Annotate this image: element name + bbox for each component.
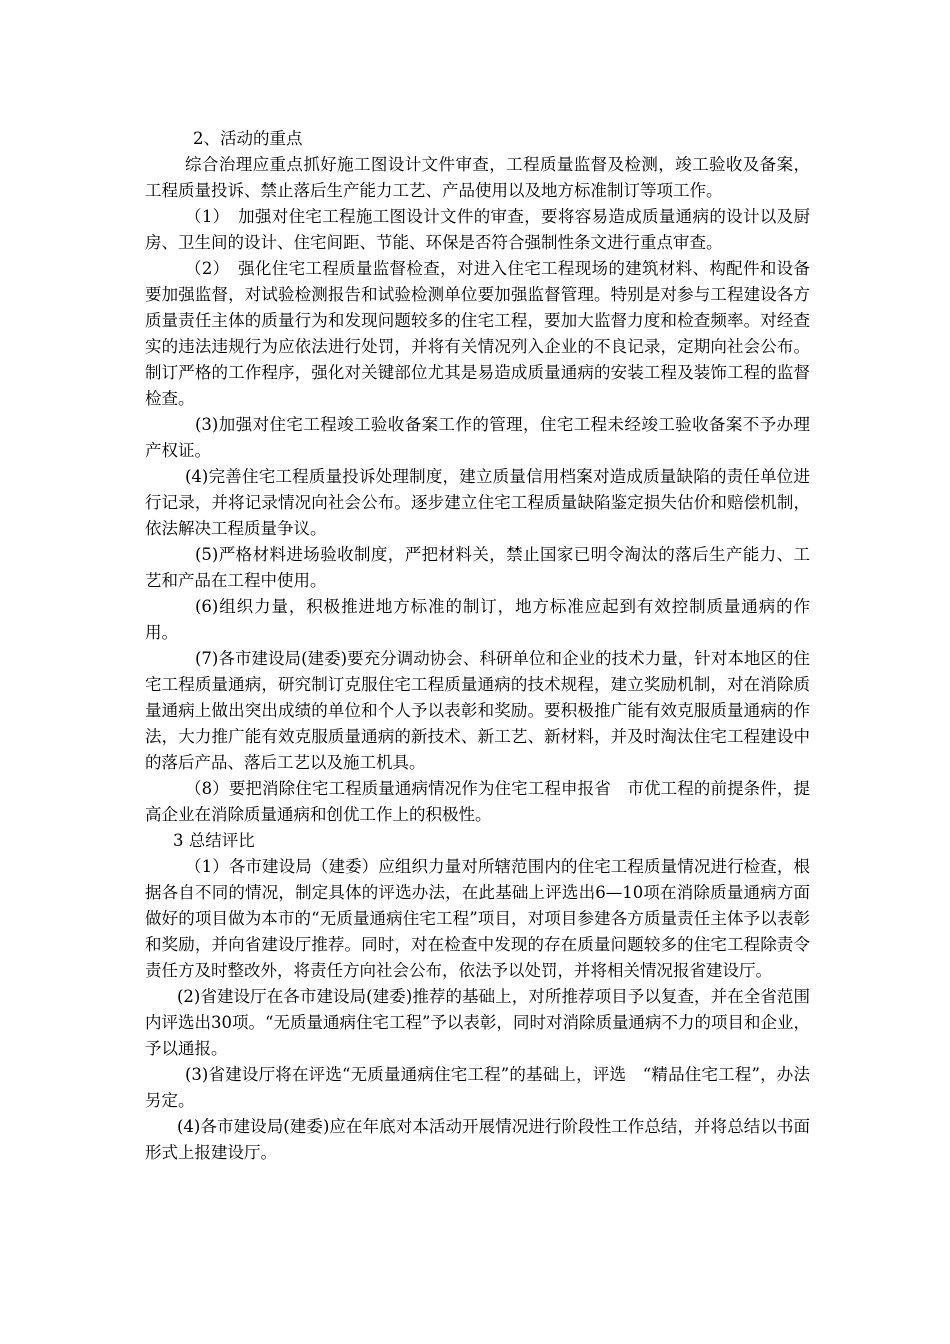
- item-2-paragraph: （2） 强化住宅工程质量监督检查，对进入住宅工程现场的建筑材料、构配件和设备要加强监督，对试验检测报告和试验检测单位要加强监督管理。特别是对参与工程建设各方质量责任主体的质量行为和发现问题较多的住宅工程，要加大监督力度和检查频率。对经查实的违法违规行为应依法进行处罚，并将有关情况列入企业的不良记录，定期向社会公布。制订严格的工作程序，强化对关键部位尤其是易造成质量通病的安装工程及装饰工程的监督检查。: [145, 259, 810, 408]
- item-5-paragraph: (5)严格材料进场验收制度，严把材料关，禁止国家已明令淘汰的落后生产能力、工艺和产品在工程中使用。: [145, 545, 810, 590]
- section-heading-3: 3 总结评比: [173, 831, 255, 850]
- summary-3-paragraph: (3)省建设厅将在评选“无质量通病住宅工程”的基础上，评选 “精品住宅工程”，办法另定。: [145, 1065, 810, 1110]
- item-7-paragraph: (7)各市建设局(建委)要充分调动协会、科研单位和企业的技术力量，针对本地区的住宅工程质量通病，研究制订克服住宅工程质量通病的技术规程，建立奖励机制，对在消除质量通病上做出突出成绩的单位和个人予以表彰和奖励。要积极推广能有效克服质量通病的作法，大力推广能有效克服质量通病的新技术、新工艺、新材料，并及时淘汰住宅工程建设中的落后产品、落后工艺以及施工机具。: [145, 649, 810, 772]
- item-1-paragraph: （1） 加强对住宅工程施工图设计文件的审查，要将容易造成质量通病的设计以及厨房、卫生间的设计、住宅间距、节能、环保是否符合强制性条文进行重点审查。: [145, 207, 810, 252]
- item-6-paragraph: (6)组织力量，积极推进地方标准的制订，地方标准应起到有效控制质量通病的作用。: [145, 597, 810, 642]
- summary-4-paragraph: (4)各市建设局(建委)应在年底对本活动开展情况进行阶段性工作总结，并将总结以书面形式上报建设厅。: [145, 1117, 810, 1162]
- item-4-paragraph: (4)完善住宅工程质量投诉处理制度，建立质量信用档案对造成质量缺陷的责任单位进行记录，并将记录情况向社会公布。逐步建立住宅工程质量缺陷鉴定损失估价和赔偿机制，依法解决工程质量争议。: [145, 467, 810, 538]
- document-page: [145, 126, 810, 1166]
- summary-2-paragraph: (2)省建设厅在各市建设局(建委)推荐的基础上，对所推荐项目予以复查，并在全省范围内评选出30项。“无质量通病住宅工程”予以表彰，同时对消除质量通病不力的项目和企业，予以通报。: [145, 987, 810, 1058]
- item-3-paragraph: (3)加强对住宅工程竣工验收备案工作的管理，住宅工程未经竣工验收备案不予办理产权证。: [145, 415, 810, 460]
- item-8-paragraph: （8）要把消除住宅工程质量通病情况作为住宅工程申报省 市优工程的前提条件，提高企业在消除质量通病和创优工作上的积极性。: [145, 779, 810, 824]
- section-heading-2: 2、活动的重点: [193, 129, 303, 148]
- intro-paragraph: 综合治理应重点抓好施工图设计文件审查，工程质量监督及检测，竣工验收及备案，工程质量投诉、禁止落后生产能力工艺、产品使用以及地方标准制订等项工作。: [145, 155, 810, 200]
- summary-1-paragraph: （1）各市建设局（建委）应组织力量对所辖范围内的住宅工程质量情况进行检查，根据各自不同的情况，制定具体的评选办法，在此基础上评选出6—10项在消除质量通病方面做好的项目做为本市的“无质量通病住宅工程”项目，对项目参建各方质量责任主体予以表彰和奖励，并向省建设厅推荐。同时，对在检查中发现的存在质量问题较多的住宅工程除责令责任方及时整改外，将责任方向社会公布，依法予以处罚，并将相关情况报省建设厅。: [145, 857, 810, 980]
